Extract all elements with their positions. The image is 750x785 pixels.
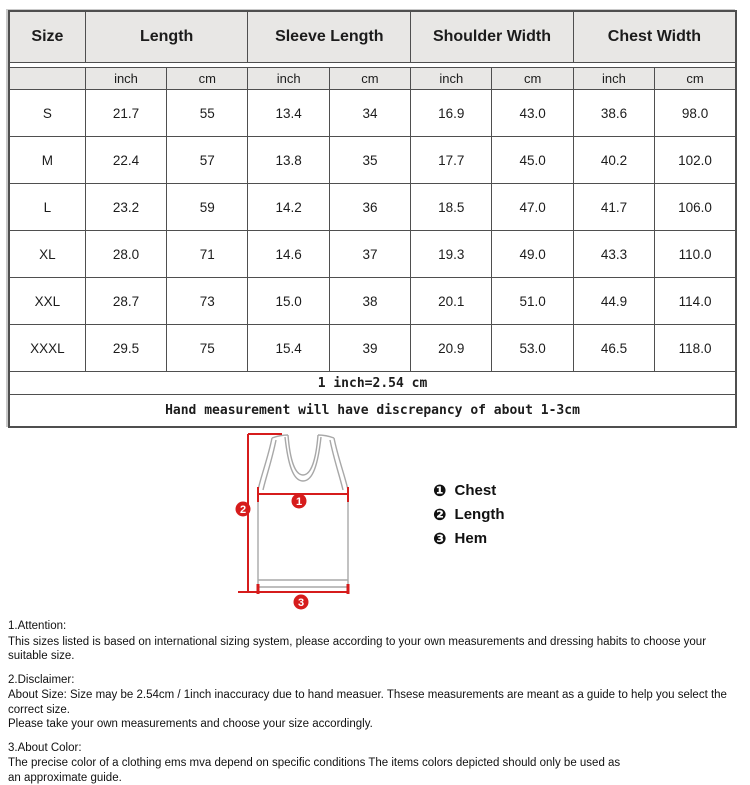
bottom-notes: [0, 613, 750, 785]
value-cell: 75: [167, 325, 248, 372]
value-cell: 40.2: [573, 137, 654, 184]
value-cell: 43.0: [492, 90, 573, 137]
footnote-row: [9, 395, 736, 428]
size-cell: S: [9, 90, 85, 137]
garment-outline: [258, 435, 348, 587]
value-cell: 28.7: [85, 278, 166, 325]
table-header-row: [9, 11, 736, 63]
table-row: [9, 325, 736, 372]
value-cell: 118.0: [655, 325, 736, 372]
value-cell: 28.0: [85, 231, 166, 278]
dimension-lines: [238, 434, 348, 594]
value-cell: 44.9: [573, 278, 654, 325]
legend-item-chest: [433, 478, 505, 502]
value-cell: 57: [167, 137, 248, 184]
disclaimer-heading: 2.Disclaimer:: [8, 673, 742, 688]
value-cell: 47.0: [492, 184, 573, 231]
value-cell: 23.2: [85, 184, 166, 231]
circled-1-icon: ❶: [433, 481, 447, 500]
about-color-section: [8, 741, 742, 785]
value-cell: 29.5: [85, 325, 166, 372]
value-cell: 98.0: [655, 90, 736, 137]
disclaimer-text-line2: Please take your own measurements and choose your size accordingly.: [8, 717, 742, 732]
value-cell: 16.9: [411, 90, 492, 137]
value-cell: 53.0: [492, 325, 573, 372]
value-cell: 14.2: [248, 184, 329, 231]
value-cell: 20.1: [411, 278, 492, 325]
value-cell: 59: [167, 184, 248, 231]
value-cell: 71: [167, 231, 248, 278]
value-cell: 19.3: [411, 231, 492, 278]
size-cell: XL: [9, 231, 85, 278]
value-cell: 55: [167, 90, 248, 137]
about-color-text-line1: The precise color of a clothing ems mva depend on specific conditions The items colors depicted should only be used as: [8, 756, 742, 771]
footnote-hand-measurement: Hand measurement will have discrepancy of about 1-3cm: [9, 395, 736, 428]
disclaimer-section: [8, 673, 742, 732]
about-color-heading: 3.About Color:: [8, 741, 742, 756]
value-cell: 13.8: [248, 137, 329, 184]
size-cell: L: [9, 184, 85, 231]
legend-item-length: [433, 502, 505, 526]
disclaimer-text-line1: About Size: Size may be 2.54cm / 1inch inaccuracy due to hand measuer. Thsese measurements are meant as a guide to help you select the correct size.: [8, 688, 742, 717]
value-cell: 36: [329, 184, 410, 231]
value-cell: 20.9: [411, 325, 492, 372]
value-cell: 73: [167, 278, 248, 325]
table-row: [9, 184, 736, 231]
value-cell: 34: [329, 90, 410, 137]
header-shoulder-width: Shoulder Width: [411, 11, 574, 63]
footnote-inch-conversion: 1 inch=2.54 cm: [9, 372, 736, 395]
value-cell: 39: [329, 325, 410, 372]
value-cell: 49.0: [492, 231, 573, 278]
unit-cell: inch: [411, 68, 492, 90]
about-color-text-line2: an approximate guide.: [8, 771, 742, 785]
table-row: [9, 231, 736, 278]
value-cell: 45.0: [492, 137, 573, 184]
unit-empty-cell: [9, 68, 85, 90]
value-cell: 43.3: [573, 231, 654, 278]
attention-section: [8, 619, 742, 664]
value-cell: 15.4: [248, 325, 329, 372]
unit-cell: cm: [329, 68, 410, 90]
unit-cell: cm: [655, 68, 736, 90]
value-cell: 35: [329, 137, 410, 184]
attention-heading: 1.Attention:: [8, 619, 742, 634]
unit-row: [9, 68, 736, 90]
circled-2-icon: ❷: [433, 505, 447, 524]
value-cell: 102.0: [655, 137, 736, 184]
value-cell: 14.6: [248, 231, 329, 278]
diagram-legend: [433, 478, 505, 550]
marker-1: 1: [296, 496, 302, 508]
header-chest-width: Chest Width: [573, 11, 736, 63]
value-cell: 38.6: [573, 90, 654, 137]
value-cell: 18.5: [411, 184, 492, 231]
legend-item-hem: [433, 526, 505, 550]
marker-2: 2: [240, 504, 246, 516]
value-cell: 106.0: [655, 184, 736, 231]
tank-top-sketch: [230, 428, 400, 613]
value-cell: 41.7: [573, 184, 654, 231]
header-sleeve-length: Sleeve Length: [248, 11, 411, 63]
value-cell: 21.7: [85, 90, 166, 137]
size-cell: XXXL: [9, 325, 85, 372]
unit-cell: inch: [573, 68, 654, 90]
circled-3-icon: ❸: [433, 529, 447, 548]
footnote-row: [9, 372, 736, 395]
value-cell: 51.0: [492, 278, 573, 325]
legend-label: Hem: [455, 530, 488, 547]
value-cell: 37: [329, 231, 410, 278]
value-cell: 13.4: [248, 90, 329, 137]
size-cell: M: [9, 137, 85, 184]
table-row: [9, 278, 736, 325]
size-chart-table: [8, 10, 737, 428]
size-cell: XXL: [9, 278, 85, 325]
value-cell: 38: [329, 278, 410, 325]
table-row: [9, 90, 736, 137]
unit-cell: cm: [492, 68, 573, 90]
unit-cell: cm: [167, 68, 248, 90]
legend-label: Chest: [455, 482, 497, 499]
header-size: Size: [9, 11, 85, 63]
value-cell: 17.7: [411, 137, 492, 184]
attention-text: This sizes listed is based on international sizing system, please according to your own measurements and dressing habits to choose your suitable size.: [8, 635, 742, 664]
value-cell: 46.5: [573, 325, 654, 372]
unit-cell: inch: [248, 68, 329, 90]
header-length: Length: [85, 11, 248, 63]
measurement-diagram: [0, 428, 750, 613]
value-cell: 114.0: [655, 278, 736, 325]
value-cell: 15.0: [248, 278, 329, 325]
value-cell: 110.0: [655, 231, 736, 278]
unit-cell: inch: [85, 68, 166, 90]
marker-3: 3: [298, 597, 304, 609]
table-row: [9, 137, 736, 184]
value-cell: 22.4: [85, 137, 166, 184]
legend-label: Length: [455, 506, 505, 523]
